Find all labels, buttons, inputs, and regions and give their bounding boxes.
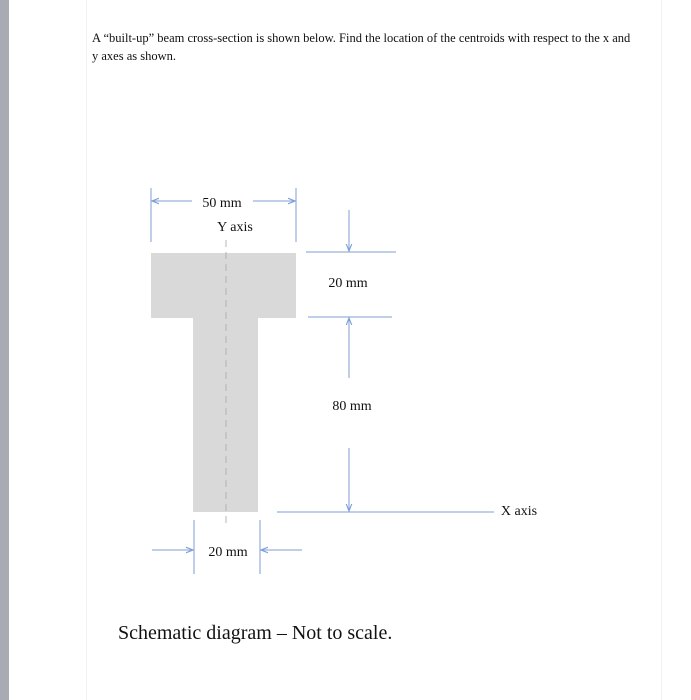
flange-width-label: 50 mm (202, 196, 242, 211)
web-height-label: 80 mm (332, 399, 372, 414)
flange-rect (151, 253, 296, 318)
y-axis-label: Y axis (217, 220, 253, 235)
problem-statement: A “built-up” beam cross-section is shown below. Find the location of the centroids with respect to the x and y axes as shown. (92, 31, 631, 63)
x-axis-label: X axis (500, 504, 538, 519)
flange-height-label: 20 mm (328, 276, 368, 291)
web-width-label: 20 mm (208, 545, 248, 560)
diagram-caption: Schematic diagram – Not to scale. (118, 622, 393, 644)
